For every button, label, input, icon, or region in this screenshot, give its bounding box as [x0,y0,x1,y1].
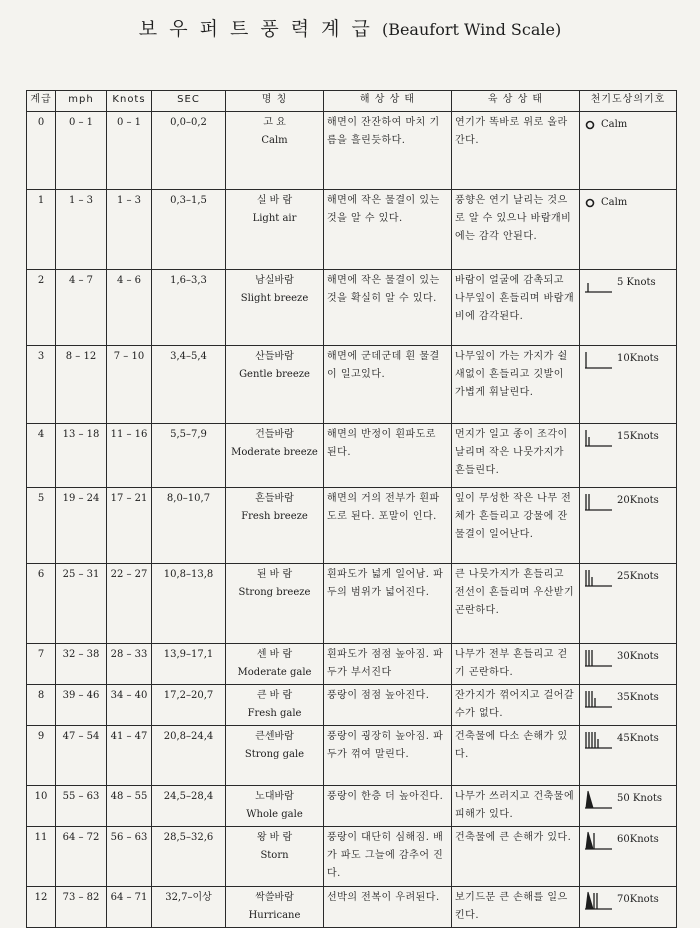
cell-grade: 7 [27,644,56,685]
cell-knots: 22 – 27 [107,564,152,644]
symbol-label: 15Knots [617,431,659,442]
cell-sec: 32,7–이상 [152,887,226,928]
table-header-row [27,91,677,112]
two-barbs-icon [583,490,613,512]
cell-knots: 4 – 6 [107,270,152,346]
symbol-label: 45Knots [617,733,659,744]
weather-map-symbol [583,566,673,588]
weather-map-symbol [583,728,673,750]
cell-grade: 0 [27,112,56,190]
three-barbs-icon [583,646,613,668]
name-english: Moderate gale [237,667,312,678]
cell-mph: 0 – 1 [56,112,107,190]
name-korean: 큰 바 람 [256,690,293,701]
weather-map-symbol [583,348,673,370]
pennant-icon [583,788,613,810]
cell-mph: 25 – 31 [56,564,107,644]
table-row [27,564,677,644]
name-korean: 왕 바 람 [256,832,293,843]
symbol-label: 30Knots [617,651,659,662]
cell-grade: 11 [27,827,56,887]
cell-sec: 0,3–1,5 [152,190,226,270]
table-row [27,346,677,424]
cell-name [226,685,324,726]
cell-symbol [580,726,677,786]
symbol-label: 70Knots [617,894,659,905]
column-header: Knots [107,91,152,112]
cell-knots: 0 – 1 [107,112,152,190]
one-barb-icon [583,348,613,370]
cell-mph: 55 – 63 [56,786,107,827]
cell-grade: 8 [27,685,56,726]
weather-map-symbol [583,829,673,851]
name-korean: 큰센바람 [255,731,294,742]
barb-and-half-icon [583,426,613,448]
cell-name [226,424,324,488]
cell-sea: 풍랑이 굉장히 높아짐. 파두가 꺾여 말린다. [324,726,452,786]
cell-land: 바람이 얼굴에 감촉되고 나무잎이 흔들리며 바람개비에 감각된다. [452,270,580,346]
cell-sec: 20,8–24,4 [152,726,226,786]
title-english: (Beaufort Wind Scale) [381,20,562,39]
cell-grade: 6 [27,564,56,644]
cell-sec: 8,0–10,7 [152,488,226,564]
name-korean: 실 바 람 [256,195,293,206]
cell-sea: 해면에 작은 물결이 있는 것을 알 수 있다. [324,190,452,270]
cell-mph: 73 – 82 [56,887,107,928]
cell-sea: 해면의 거의 전부가 흰파도로 된다. 포말이 인다. [324,488,452,564]
cell-knots: 48 – 55 [107,786,152,827]
cell-land: 먼지가 일고 종이 조각이 날리며 작은 나뭇가지가 흔들린다. [452,424,580,488]
name-english: Slight breeze [240,293,309,304]
cell-sea: 해면에 군데군데 흰 물결이 일고있다. [324,346,452,424]
cell-sea: 흰파도가 점점 높아짐. 파두가 부서진다 [324,644,452,685]
weather-map-symbol [583,272,673,294]
cell-grade: 3 [27,346,56,424]
name-english: Gentle breeze [239,369,310,380]
name-korean: 남실바람 [255,275,294,286]
name-english: Strong breeze [238,587,311,598]
cell-grade: 4 [27,424,56,488]
name-english: Whole gale [246,809,303,820]
cell-land: 나무잎이 가는 가지가 쉴새없이 흔들리고 깃발이 가볍게 휘날린다. [452,346,580,424]
column-header: 계급 [27,91,56,112]
name-korean: 노대바람 [255,791,294,802]
cell-sea: 해면의 반정이 흰파도로 된다. [324,424,452,488]
cell-grade: 5 [27,488,56,564]
cell-name [226,270,324,346]
table-row [27,726,677,786]
cell-sec: 13,9–17,1 [152,644,226,685]
cell-sea: 흰파도가 넓게 일어남. 파두의 범위가 넓어진다. [324,564,452,644]
cell-sea: 해면이 잔잔하여 마치 기름을 흘린듯하다. [324,112,452,190]
cell-symbol [580,190,677,270]
cell-name [226,346,324,424]
cell-mph: 8 – 12 [56,346,107,424]
cell-knots: 56 – 63 [107,827,152,887]
table-row [27,786,677,827]
name-english: Moderate breeze [231,447,318,458]
cell-name [226,827,324,887]
symbol-label: Calm [601,197,628,208]
cell-grade: 9 [27,726,56,786]
name-korean: 고 요 [263,117,286,128]
weather-map-symbol [583,687,673,709]
cell-name [226,786,324,827]
cell-land: 풍향은 연기 날리는 것으로 알 수 있으나 바람개비에는 감각 안된다. [452,190,580,270]
pennant-barb-icon [583,829,613,851]
column-header: 육 상 상 태 [452,91,580,112]
cell-symbol [580,488,677,564]
cell-symbol [580,564,677,644]
cell-land: 나무가 쓰러지고 건축물에 피해가 있다. [452,786,580,827]
cell-sec: 0,0–0,2 [152,112,226,190]
cell-land: 나무가 전부 흔들리고 걷기 곤란하다. [452,644,580,685]
name-korean: 건들바람 [255,429,294,440]
cell-symbol [580,424,677,488]
symbol-label: 25Knots [617,571,659,582]
cell-knots: 7 – 10 [107,346,152,424]
table-row [27,644,677,685]
weather-map-symbol [583,490,673,512]
cell-grade: 10 [27,786,56,827]
cell-symbol [580,887,677,928]
name-english: Calm [261,135,288,146]
cell-name [226,726,324,786]
name-korean: 센 바 람 [256,649,293,660]
cell-mph: 4 – 7 [56,270,107,346]
cell-mph: 64 – 72 [56,827,107,887]
cell-symbol [580,786,677,827]
table-row [27,887,677,928]
symbol-label: 35Knots [617,692,659,703]
cell-symbol [580,270,677,346]
table-row [27,685,677,726]
name-korean: 된 바 람 [256,569,293,580]
weather-map-symbol [583,788,673,810]
cell-knots: 28 – 33 [107,644,152,685]
cell-land: 잔가지가 꺾어지고 걸어갈수가 없다. [452,685,580,726]
cell-name [226,190,324,270]
calm-circle-icon [583,192,597,214]
cell-sec: 17,2–20,7 [152,685,226,726]
weather-map-symbol [583,114,673,136]
cell-grade: 12 [27,887,56,928]
weather-map-symbol [583,646,673,668]
cell-land: 큰 나뭇가지가 흔들리고 전선이 흔들리며 우산받기 곤란하다. [452,564,580,644]
name-english: Strong gale [244,749,305,760]
cell-land: 건축물에 큰 손해가 있다. [452,827,580,887]
cell-knots: 64 – 71 [107,887,152,928]
cell-sea: 풍랑이 한층 더 높아진다. [324,786,452,827]
beaufort-table [26,90,677,928]
cell-sea: 풍랑이 대단히 심해짐. 배가 파도 그늘에 감추어 진다. [324,827,452,887]
name-english: Light air [252,213,297,224]
cell-land: 잎이 무성한 작은 나무 전체가 흔들리고 강물에 잔물결이 일어난다. [452,488,580,564]
table-row [27,827,677,887]
name-korean: 흔들바람 [255,493,294,504]
cell-name [226,887,324,928]
table-row [27,270,677,346]
cell-mph: 32 – 38 [56,644,107,685]
cell-knots: 34 – 40 [107,685,152,726]
column-header: 해 상 상 태 [324,91,452,112]
column-header: SEC [152,91,226,112]
cell-land: 보기드문 큰 손해를 일으킨다. [452,887,580,928]
table-body [27,112,677,928]
cell-sec: 1,6–3,3 [152,270,226,346]
symbol-label: 50 Knots [617,793,662,804]
cell-knots: 1 – 3 [107,190,152,270]
table-row [27,112,677,190]
cell-land: 연기가 똑바로 위로 올라간다. [452,112,580,190]
cell-mph: 47 – 54 [56,726,107,786]
symbol-label: 5 Knots [617,277,656,288]
weather-map-symbol [583,889,673,911]
cell-sec: 5,5–7,9 [152,424,226,488]
cell-mph: 39 – 46 [56,685,107,726]
three-and-half-barbs-icon [583,687,613,709]
cell-symbol [580,112,677,190]
cell-sec: 10,8–13,8 [152,564,226,644]
cell-sec: 3,4–5,4 [152,346,226,424]
page-title [0,14,700,41]
cell-sea: 해면에 작은 물결이 있는것을 확실히 알 수 있다. [324,270,452,346]
calm-circle-icon [583,114,597,136]
column-header: 명 칭 [226,91,324,112]
name-korean: 산들바람 [255,351,294,362]
cell-symbol [580,346,677,424]
cell-name [226,564,324,644]
cell-sea: 풍랑이 점점 높아진다. [324,685,452,726]
column-header: 천기도상의기호 [580,91,677,112]
symbol-label: Calm [601,119,628,130]
cell-name [226,644,324,685]
table-row [27,424,677,488]
weather-map-symbol [583,192,673,214]
cell-symbol [580,827,677,887]
cell-land: 건축물에 다소 손해가 있다. [452,726,580,786]
name-english: Fresh gale [247,708,302,719]
symbol-label: 20Knots [617,495,659,506]
symbol-label: 60Knots [617,834,659,845]
cell-symbol [580,644,677,685]
four-and-half-barbs-icon [583,728,613,750]
cell-sec: 24,5–28,4 [152,786,226,827]
symbol-label: 10Knots [617,353,659,364]
cell-name [226,488,324,564]
title-korean: 보 우 퍼 트 풍 력 계 급 [138,18,373,40]
table-row [27,488,677,564]
name-korean: 싹쓸바람 [255,892,294,903]
two-and-half-barbs-icon [583,566,613,588]
cell-name [226,112,324,190]
weather-map-symbol [583,426,673,448]
name-english: Hurricane [248,910,301,921]
cell-mph: 19 – 24 [56,488,107,564]
table-row [27,190,677,270]
pennant-two-barbs-icon [583,889,613,911]
cell-mph: 13 – 18 [56,424,107,488]
name-english: Storn [260,850,289,861]
cell-grade: 2 [27,270,56,346]
cell-grade: 1 [27,190,56,270]
cell-symbol [580,685,677,726]
cell-mph: 1 – 3 [56,190,107,270]
cell-sea: 선박의 전복이 우려된다. [324,887,452,928]
half-barb-icon [583,272,613,294]
cell-knots: 41 – 47 [107,726,152,786]
name-english: Fresh breeze [241,511,308,522]
cell-knots: 17 – 21 [107,488,152,564]
column-header: mph [56,91,107,112]
cell-knots: 11 – 16 [107,424,152,488]
cell-sec: 28,5–32,6 [152,827,226,887]
